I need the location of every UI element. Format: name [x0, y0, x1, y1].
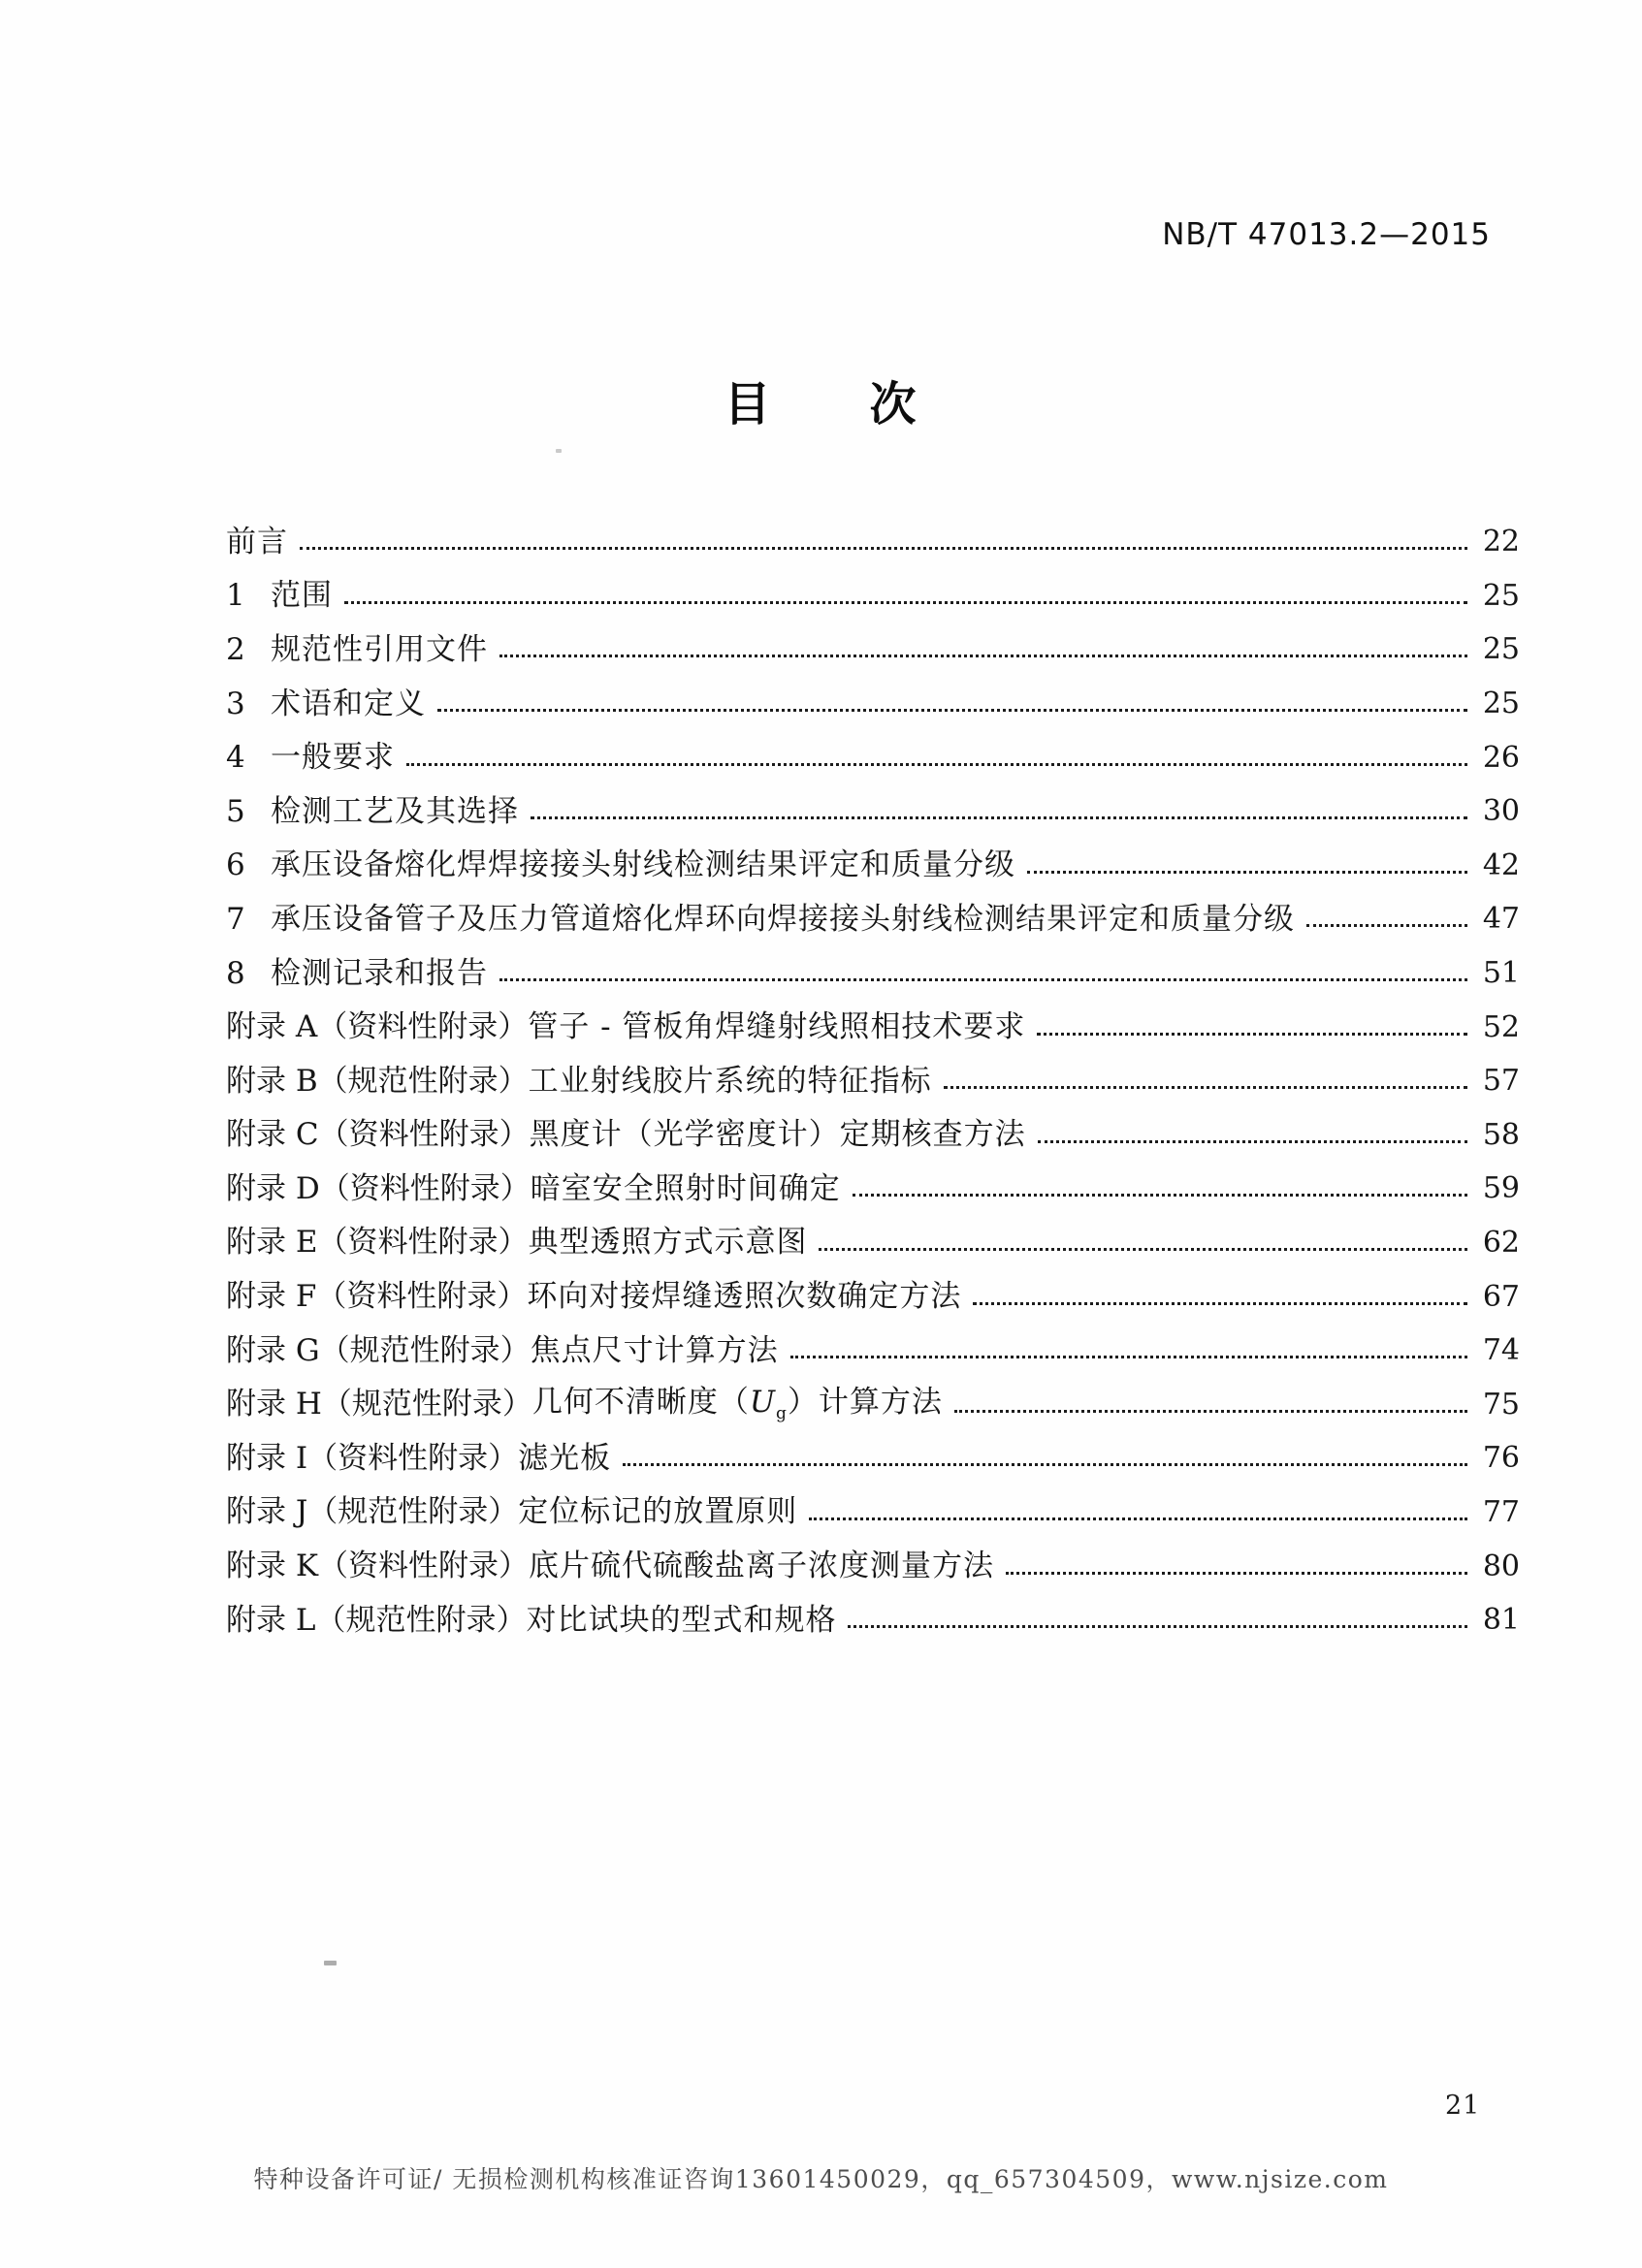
dot-leader: [790, 1356, 1467, 1358]
dot-leader: [300, 547, 1467, 550]
entry-number: 8: [226, 955, 246, 991]
entry-number: 附录 C（资料性附录）: [226, 1117, 530, 1153]
entry-page: 30: [1482, 794, 1520, 829]
dot-leader: [1038, 1140, 1467, 1143]
dot-leader: [973, 1302, 1467, 1305]
entry-page: 58: [1482, 1117, 1520, 1152]
dot-leader: [499, 655, 1467, 657]
dot-leader: [1306, 924, 1467, 927]
entry-label: 黑度计（光学密度计）定期核查方法: [529, 1117, 1026, 1153]
dot-leader: [1037, 1033, 1467, 1036]
entry-page: 67: [1482, 1279, 1520, 1314]
entry-page: 25: [1482, 687, 1520, 721]
entry-label: 滤光板: [518, 1440, 612, 1476]
entry-label: 一般要求: [271, 740, 395, 776]
entry-label: 承压设备管子及压力管道熔化焊环向焊接接头射线检测结果评定和质量分级: [271, 901, 1295, 937]
entry-number: 4: [226, 740, 246, 776]
dot-leader: [819, 1248, 1467, 1251]
entry-number: 附录 K（资料性附录）: [226, 1549, 530, 1584]
entry-page: 25: [1482, 578, 1520, 613]
entry-page: 51: [1482, 956, 1520, 991]
toc-entry: [226, 569, 1520, 623]
entry-page: 47: [1482, 902, 1520, 937]
entry-number: 附录 D（资料性附录）: [226, 1170, 531, 1206]
entry-label: 管子 - 管板角焊缝射线照相技术要求: [528, 1009, 1026, 1045]
entry-page: 22: [1482, 525, 1520, 559]
entry-label: 底片硫代硫酸盐离子浓度测量方法: [529, 1549, 995, 1584]
toc-entry: [226, 677, 1520, 731]
dot-leader: [1006, 1572, 1467, 1575]
entry-label: 对比试块的型式和规格: [526, 1602, 837, 1638]
entry-number: 附录 J（规范性附录）: [226, 1494, 519, 1530]
toc-entry: [226, 892, 1520, 946]
toc-entry: [226, 515, 1520, 569]
toc-entry: [226, 1485, 1520, 1540]
entry-number: 附录 H（规范性附录）: [226, 1387, 532, 1422]
entry-number: 附录 I（资料性附录）: [226, 1440, 519, 1476]
toc-entry: [226, 1054, 1520, 1108]
toc-entry: [226, 1162, 1520, 1216]
toc-entry: [226, 1000, 1520, 1054]
toc-entry: [226, 839, 1520, 893]
dot-leader: [809, 1517, 1467, 1520]
entry-page: 42: [1482, 847, 1520, 882]
scan-speck: [556, 449, 562, 453]
entry-page: 80: [1482, 1549, 1520, 1583]
entry-label: 环向对接焊缝透照次数确定方法: [527, 1279, 962, 1315]
entry-number: 1: [226, 578, 246, 614]
toc-entry: [226, 623, 1520, 677]
toc-entry: [226, 946, 1520, 1001]
entry-label: 检测记录和报告: [271, 955, 488, 991]
entry-page: 76: [1482, 1441, 1520, 1476]
entry-number: 附录 L（规范性附录）: [226, 1602, 527, 1638]
entry-page: 81: [1482, 1603, 1520, 1638]
entry-page: 25: [1482, 632, 1520, 667]
dot-leader: [853, 1194, 1467, 1197]
entry-page: 62: [1482, 1226, 1520, 1261]
toc-entry: [226, 1324, 1520, 1378]
entry-page: 52: [1482, 1009, 1520, 1044]
entry-number: 5: [226, 793, 246, 829]
toc-list: [226, 515, 1520, 1646]
entry-label: 工业射线胶片系统的特征指标: [528, 1063, 932, 1099]
entry-label: 范围: [271, 578, 333, 614]
dot-leader: [623, 1463, 1467, 1466]
entry-number: 2: [226, 631, 246, 667]
dot-leader: [848, 1625, 1467, 1628]
scan-speck: [324, 1961, 337, 1965]
entry-label: 定位标记的放置原则: [518, 1494, 798, 1530]
dot-leader: [531, 816, 1467, 819]
toc-entry: [226, 1539, 1520, 1593]
entry-label: 承压设备熔化焊焊接接头射线检测结果评定和质量分级: [271, 847, 1015, 883]
entry-label: 几何不清晰度$(U_g)$计算方法: [531, 1384, 943, 1424]
toc-entry: [226, 784, 1520, 839]
toc-entry: [226, 730, 1520, 784]
toc-entry: [226, 1378, 1520, 1432]
entry-number: 3: [226, 686, 246, 721]
entry-number: 附录 G（规范性附录）: [226, 1332, 531, 1368]
entry-page: 75: [1482, 1387, 1520, 1421]
entry-label: 暗室安全照射时间确定: [530, 1170, 841, 1206]
entry-label: 术语和定义: [271, 686, 426, 721]
dot-leader: [344, 601, 1467, 604]
dot-leader: [944, 1086, 1467, 1089]
entry-label: 检测工艺及其选择: [271, 793, 519, 829]
dot-leader: [406, 763, 1467, 766]
entry-number: 附录 F（资料性附录）: [226, 1279, 528, 1315]
toc-entry: [226, 1108, 1520, 1163]
toc-entry: [226, 1269, 1520, 1324]
entry-page: 77: [1482, 1494, 1520, 1529]
entry-label: 规范性引用文件: [271, 631, 488, 667]
dot-leader: [437, 709, 1467, 712]
toc-title: 目 次: [724, 377, 918, 431]
entry-number: 7: [226, 901, 246, 937]
entry-label: 前言: [226, 524, 288, 559]
dot-leader: [954, 1410, 1467, 1413]
entry-label: 典型透照方式示意图: [528, 1225, 808, 1261]
entry-page: 74: [1482, 1333, 1520, 1368]
toc-entry: [226, 1593, 1520, 1647]
entry-number: 附录 B（规范性附录）: [226, 1063, 529, 1099]
entry-number: 6: [226, 847, 246, 883]
entry-number: 附录 E（资料性附录）: [226, 1225, 529, 1261]
entry-page: 59: [1482, 1171, 1520, 1206]
toc-entry: [226, 1216, 1520, 1270]
dot-leader: [499, 978, 1467, 981]
dot-leader: [1027, 871, 1467, 874]
page-number: 21: [1445, 2091, 1481, 2121]
entry-label: 焦点尺寸计算方法: [530, 1332, 779, 1368]
entry-page: 26: [1482, 740, 1520, 775]
footer-note: 特种设备许可证/ 无损检测机构核准证咨询13601450029，qq_657304509，www.njsize.com: [253, 2165, 1389, 2193]
entry-page: 57: [1482, 1064, 1520, 1099]
entry-number: 附录 A（资料性附录）: [226, 1009, 529, 1045]
toc-entry: [226, 1431, 1520, 1485]
standard-code: NB/T 47013.2—2015: [1162, 217, 1491, 252]
